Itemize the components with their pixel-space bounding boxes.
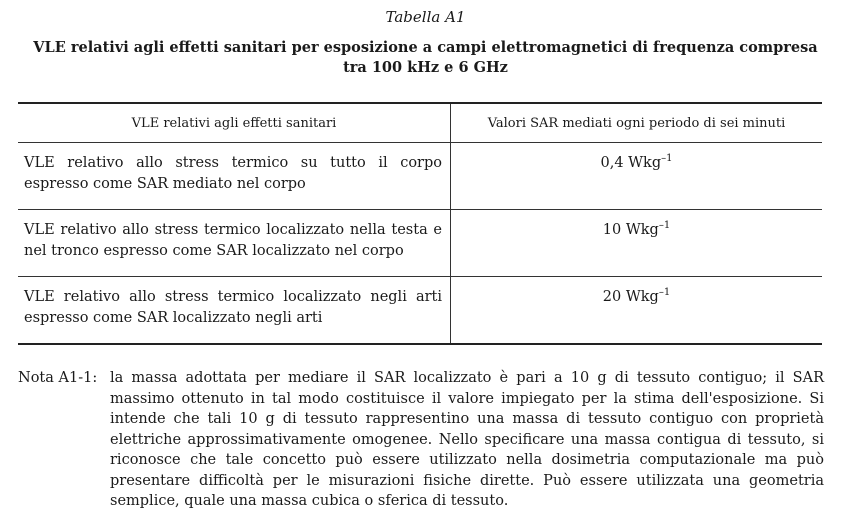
row-value-text: 10 Wkg [602, 222, 659, 238]
row-value [451, 277, 823, 345]
row-description: VLE relativo allo stress termico localizzato negli arti espresso come SAR localizzato negli arti [18, 277, 451, 345]
row-value [451, 143, 823, 210]
note-label: Nota A1-1: [18, 370, 98, 386]
vle-table [18, 102, 822, 345]
table-note [18, 368, 824, 512]
table-caption: Tabella A1 [385, 8, 466, 26]
row-description: VLE relativo allo stress termico su tutto il corpo espresso come SAR mediato nel corpo [18, 143, 451, 210]
row-value-exponent: –1 [661, 153, 673, 164]
note-text: la massa adottata per mediare il SAR localizzato è pari a 10 g di tessuto contiguo; il SAR massimo ottenuto in tal modo costituisce il valore impiegato per la stima dell'esposizione. Si intende che tali 10 g di tessuto rappresentino una massa di tessuto contiguo con proprietà elettriche approssimativamente omogenee. Nello specificare una massa contigua di tessuto, si riconosce che tale concetto può essere utilizzato nella dosimetria computazionale ma può presentare difficoltà per le misurazioni fisiche dirette. Può essere utilizzata una geometria semplice, quale una massa cubica o sferica di tessuto. [110, 370, 824, 509]
column-header-vle: VLE relativi agli effetti sanitari [18, 103, 451, 143]
table-row [18, 210, 822, 277]
row-value [451, 210, 823, 277]
row-value-text: 0,4 Wkg [600, 155, 662, 171]
table-title: VLE relativi agli effetti sanitari per esposizione a campi elettromagnetici di frequenza compresa tra 100 kHz e 6 GHz [33, 39, 818, 76]
row-value-exponent: –1 [658, 220, 671, 231]
table-header-row [18, 103, 822, 143]
row-description: VLE relativo allo stress termico localizzato nella testa e nel tronco espresso come SAR localizzato nel corpo [18, 210, 451, 277]
table-row [18, 143, 822, 210]
column-header-sar: Valori SAR mediati ogni periodo di sei minuti [451, 103, 823, 143]
table-row [18, 277, 822, 345]
row-value-text: 20 Wkg [602, 289, 659, 305]
row-value-exponent: –1 [658, 287, 671, 298]
